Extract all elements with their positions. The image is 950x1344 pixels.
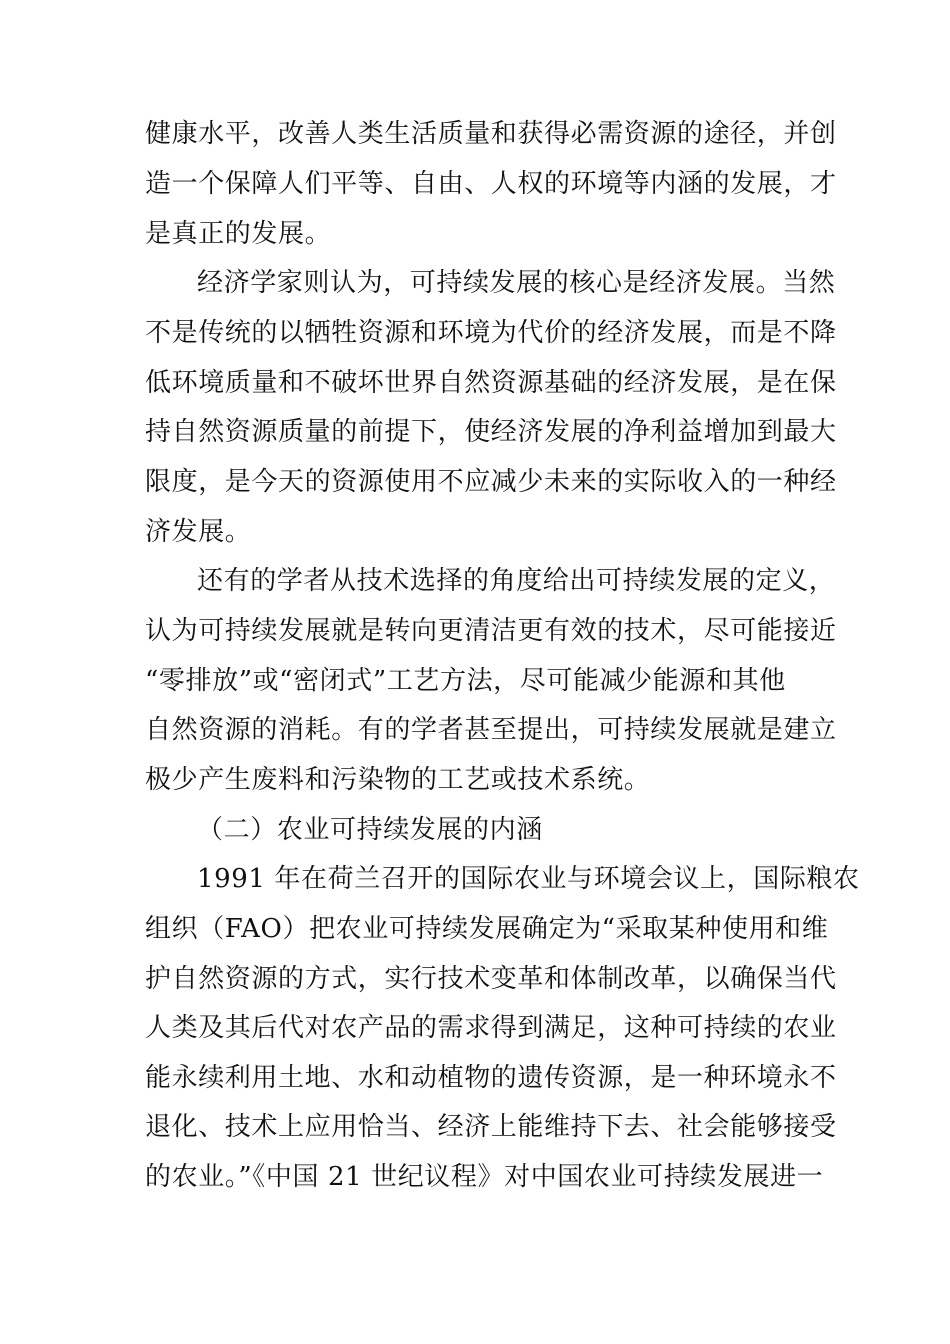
paragraph-line: 人类及其后代对农产品的需求得到满足，这种可持续的农业 — [145, 1013, 837, 1043]
paragraph-line: 健康水平，改善人类生活质量和获得必需资源的途径，并创 — [145, 119, 837, 149]
paragraph-line: 是真正的发展。 — [145, 219, 332, 249]
section-heading: （二）农业可持续发展的内涵 — [197, 815, 543, 845]
paragraph-line: 经济学家则认为，可持续发展的核心是经济发展。当然 — [197, 268, 836, 298]
paragraph-line: 能永续利用土地、水和动植物的遗传资源，是一种环境永不 — [145, 1063, 837, 1093]
paragraph-line: 的农业。”《中国 21 世纪议程》对中国农业可持续发展进一 — [145, 1162, 824, 1192]
paragraph-line: 济发展。 — [145, 517, 252, 547]
paragraph-line: 持自然资源质量的前提下，使经济发展的净利益增加到最大 — [145, 417, 837, 447]
paragraph-line: 自然资源的消耗。有的学者甚至提出，可持续发展就是建立 — [145, 715, 837, 745]
paragraph-line: 限度，是今天的资源使用不应减少未来的实际收入的一种经 — [145, 467, 837, 497]
paragraph-line: 低环境质量和不破坏世界自然资源基础的经济发展，是在保 — [145, 368, 837, 398]
paragraph-line: 还有的学者从技术选择的角度给出可持续发展的定义， — [197, 566, 836, 596]
paragraph-line: 退化、技术上应用恰当、经济上能维持下去、社会能够接受 — [145, 1112, 837, 1142]
paragraph-line: 不是传统的以牺牲资源和环境为代价的经济发展，而是不降 — [145, 318, 837, 348]
paragraph-line: 极少产生废料和污染物的工艺或技术系统。 — [145, 765, 651, 795]
paragraph-line: 造一个保障人们平等、自由、人权的环境等内涵的发展，才 — [145, 169, 837, 199]
paragraph-line: 组织（FAO）把农业可持续发展确定为“采取某种使用和维 — [145, 914, 829, 944]
paragraph-line: “零排放”或“密闭式”工艺方法，尽可能减少能源和其他 — [145, 666, 786, 696]
paragraph-line: 1991 年在荷兰召开的国际农业与环境会议上，国际粮农 — [197, 864, 860, 894]
paragraph-line: 认为可持续发展就是转向更清洁更有效的技术，尽可能接近 — [145, 616, 837, 646]
paragraph-line: 护自然资源的方式，实行技术变革和体制改革，以确保当代 — [145, 964, 837, 994]
